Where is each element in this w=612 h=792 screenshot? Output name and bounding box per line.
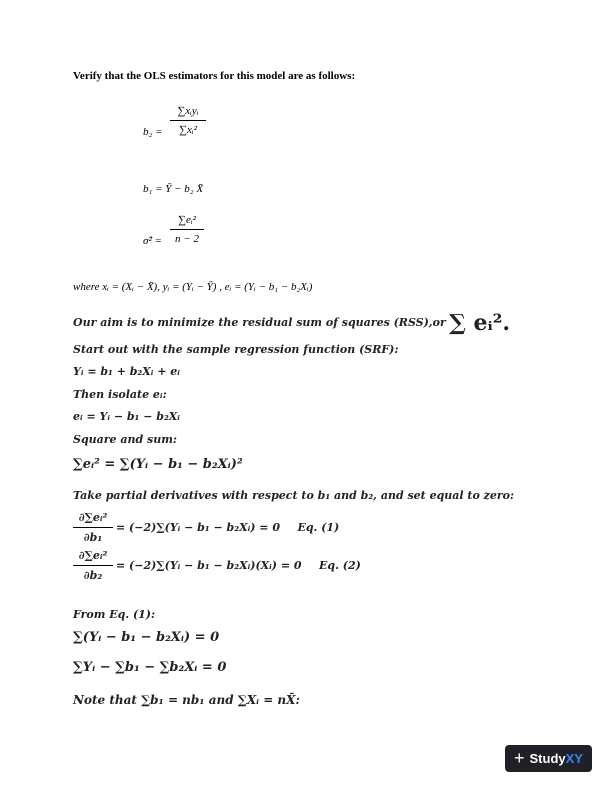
- sigma-numerator: ∑eᵢ²: [178, 214, 196, 226]
- deriv2-fraction: [73, 549, 113, 582]
- sigma-lhs: σ̂² =: [143, 235, 162, 247]
- note-label: Note that ∑b₁ = nb₁ and ∑Xᵢ = nX̄:: [73, 693, 300, 707]
- deriv1-rhs-text: = (−2)∑(Yᵢ − b₁ − b₂Xᵢ) = 0: [116, 521, 280, 534]
- b2-fraction: [170, 105, 206, 136]
- from-eq1: [73, 608, 155, 621]
- srf-intro: [73, 343, 398, 356]
- aim-sum: ∑ eᵢ².: [449, 310, 511, 336]
- deriv2-numerator: ∂∑eᵢ²: [78, 549, 108, 562]
- fraction-bar: [170, 120, 206, 121]
- deriv2-denominator: ∂b₂: [83, 569, 103, 582]
- from-eq1-a-text: ∑(Yᵢ − b₁ − b₂Xᵢ) = 0: [73, 630, 220, 645]
- badge-prefix: Study: [529, 751, 566, 766]
- square-equation: [73, 457, 243, 472]
- aim-sentence: Our aim is to minimize the residual sum of squares (RSS),or: [73, 316, 446, 329]
- fraction-bar: [73, 527, 113, 528]
- from-eq1-b: [73, 660, 226, 675]
- fraction-bar: [73, 565, 113, 566]
- from-eq1-a: [73, 630, 219, 645]
- deriv1-numerator: ∂∑eᵢ²: [78, 511, 108, 524]
- square-equation-text: ∑eᵢ² = ∑(Yᵢ − b₁ − b₂Xᵢ)²: [73, 457, 243, 472]
- partial-label: Take partial derivatives with respect to b₁ and b₂, and set equal to zero:: [73, 489, 515, 502]
- square-sum-text: [73, 433, 177, 446]
- isolate-text: [73, 388, 167, 401]
- deriv2-rhs-text: = (−2)∑(Yᵢ − b₁ − b₂Xᵢ)(Xᵢ) = 0: [116, 559, 302, 572]
- sigma-fraction: [170, 214, 204, 245]
- from-eq1-b-text: ∑Yᵢ − ∑b₁ − ∑b₂Xᵢ = 0: [73, 660, 227, 675]
- badge-text: [530, 751, 583, 766]
- b2-denominator: ∑xᵢ²: [179, 124, 197, 136]
- studyxy-badge: [505, 745, 592, 772]
- b2-lhs: b₂ =: [143, 126, 163, 138]
- badge-suffix: XY: [565, 751, 583, 766]
- deriv1-fraction: [73, 511, 113, 544]
- partial-text: [73, 489, 514, 502]
- srf-intro-text: Start out with the sample regression function (SRF):: [73, 343, 399, 356]
- square-sum-label: Square and sum:: [73, 433, 177, 446]
- isolate-equation: [73, 410, 180, 423]
- note-text: [73, 693, 300, 707]
- srf-equation-text: Yᵢ = b₁ + b₂Xᵢ + eᵢ: [73, 365, 180, 378]
- isolate-equation-text: eᵢ = Yᵢ − b₁ − b₂Xᵢ: [73, 410, 180, 423]
- sigma-denominator: n − 2: [175, 233, 199, 245]
- b1-formula: b₁ = Ȳ − b₂ X̄: [143, 183, 204, 195]
- isolate-label: Then isolate eᵢ:: [73, 388, 167, 401]
- plus-icon: +: [514, 747, 525, 768]
- from-eq1-label: From Eq. (1):: [73, 608, 156, 621]
- deriv2-label: Eq. (2): [319, 559, 361, 572]
- deriv1-label: Eq. (1): [297, 521, 340, 534]
- intro-text: Verify that the OLS estimators for this model are as follows:: [73, 70, 356, 82]
- aim-text: [73, 312, 510, 334]
- deriv1-rhs: [116, 521, 339, 534]
- where-line: where xᵢ = (Xᵢ − X̄), yᵢ = (Yᵢ − Ȳ) , eᵢ = (Yᵢ − b₁ − b₂Xᵢ): [73, 281, 313, 293]
- deriv2-rhs: [116, 559, 361, 572]
- b2-numerator: ∑xᵢyᵢ: [177, 105, 199, 117]
- fraction-bar: [170, 229, 204, 230]
- deriv1-denominator: ∂b₁: [83, 531, 103, 544]
- srf-equation: [73, 365, 180, 378]
